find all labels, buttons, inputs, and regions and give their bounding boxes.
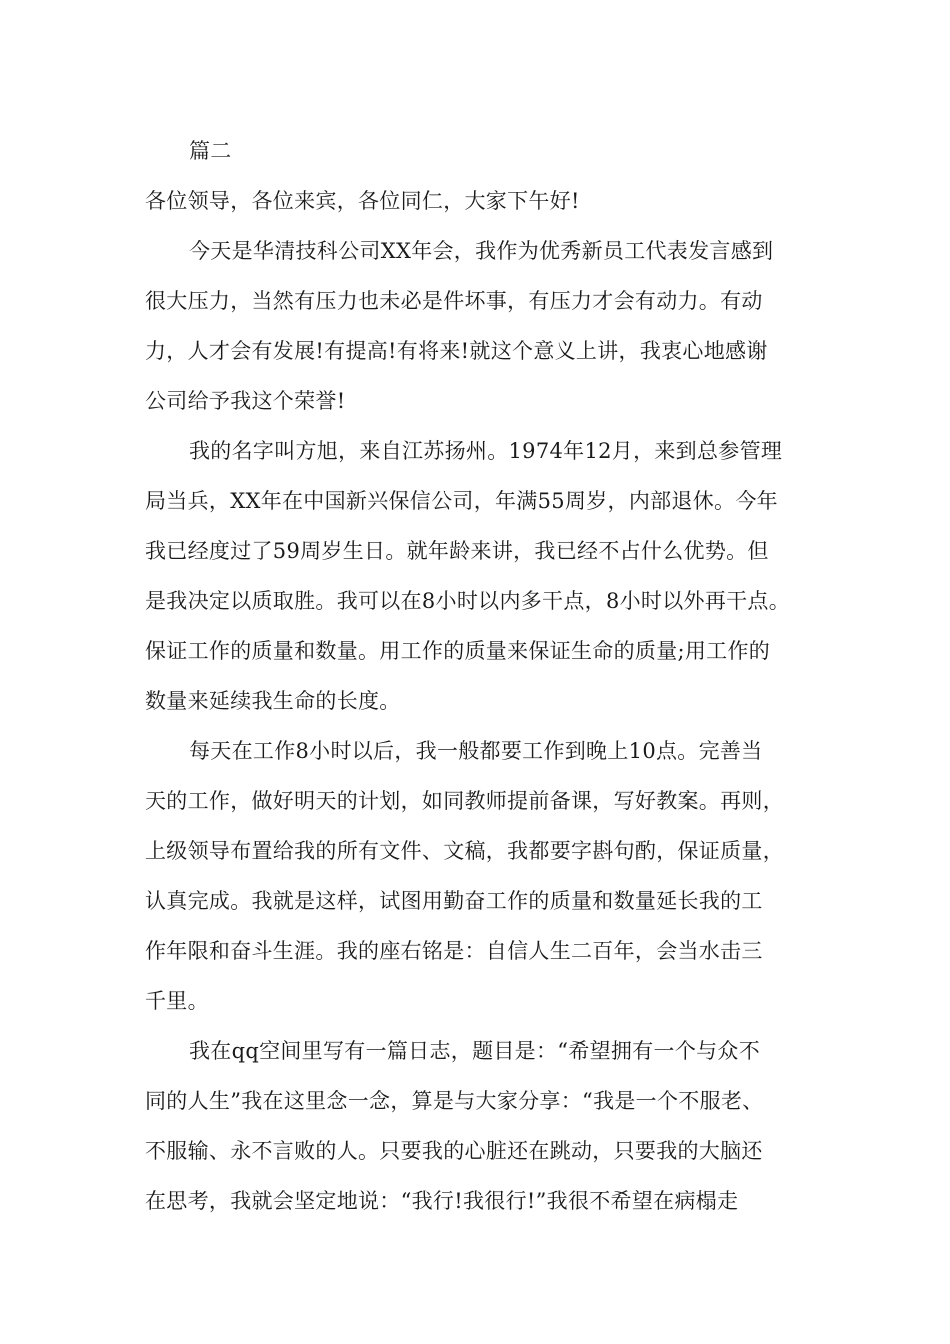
paragraph-line: 天的工作，做好明天的计划，如同教师提前备课，写好教案。再则， — [145, 789, 784, 813]
paragraph-line: 力，人才会有发展!有提高!有将来!就这个意义上讲，我衷心地感谢 — [145, 339, 768, 363]
paragraph-line: 局当兵，XX年在中国新兴保信公司，年满55周岁，内部退休。今年 — [145, 489, 778, 513]
paragraph-line: 不服输、永不言败的人。只要我的心脏还在跳动，只要我的大脑还 — [145, 1139, 763, 1163]
paragraph-line: 是我决定以质取胜。我可以在8小时以内多干点，8小时以外再干点。 — [145, 589, 791, 613]
section-heading: 篇二 — [189, 139, 232, 163]
paragraph-line: 作年限和奋斗生涯。我的座右铭是：自信人生二百年，会当水击三 — [145, 939, 763, 963]
paragraph-line: 我在qq空间里写有一篇日志，题目是：“希望拥有一个与众不 — [189, 1039, 761, 1063]
paragraph-line: 我已经度过了59周岁生日。就年龄来讲，我已经不占什么优势。但 — [145, 539, 769, 563]
paragraph-line: 很大压力，当然有压力也未必是件坏事，有压力才会有动力。有动 — [145, 289, 763, 313]
paragraph-line: 上级领导布置给我的所有文件、文稿，我都要字斟句酌，保证质量， — [145, 839, 784, 863]
paragraph-line: 每天在工作8小时以后，我一般都要工作到晚上10点。完善当 — [189, 739, 763, 763]
paragraph-line: 在思考，我就会坚定地说：“我行!我很行!”我很不希望在病榻走 — [145, 1189, 739, 1213]
paragraph-line: 今天是华清技科公司XX年会，我作为优秀新员工代表发言感到 — [189, 239, 774, 263]
paragraph-line: 公司给予我这个荣誉! — [145, 389, 346, 413]
paragraph-line: 我的名字叫方旭，来自江苏扬州。1974年12月，来到总参管理 — [189, 439, 783, 463]
paragraph-line: 同的人生”我在这里念一念，算是与大家分享：“我是一个不服老、 — [145, 1089, 764, 1113]
paragraph-line: 数量来延续我生命的长度。 — [145, 689, 401, 713]
paragraph-line: 认真完成。我就是这样，试图用勤奋工作的质量和数量延长我的工 — [145, 889, 763, 913]
paragraph-line: 各位领导，各位来宾，各位同仁，大家下午好! — [145, 189, 580, 213]
paragraph-line: 千里。 — [145, 989, 209, 1013]
paragraph-line: 保证工作的质量和数量。用工作的质量来保证生命的质量;用工作的 — [145, 639, 771, 663]
